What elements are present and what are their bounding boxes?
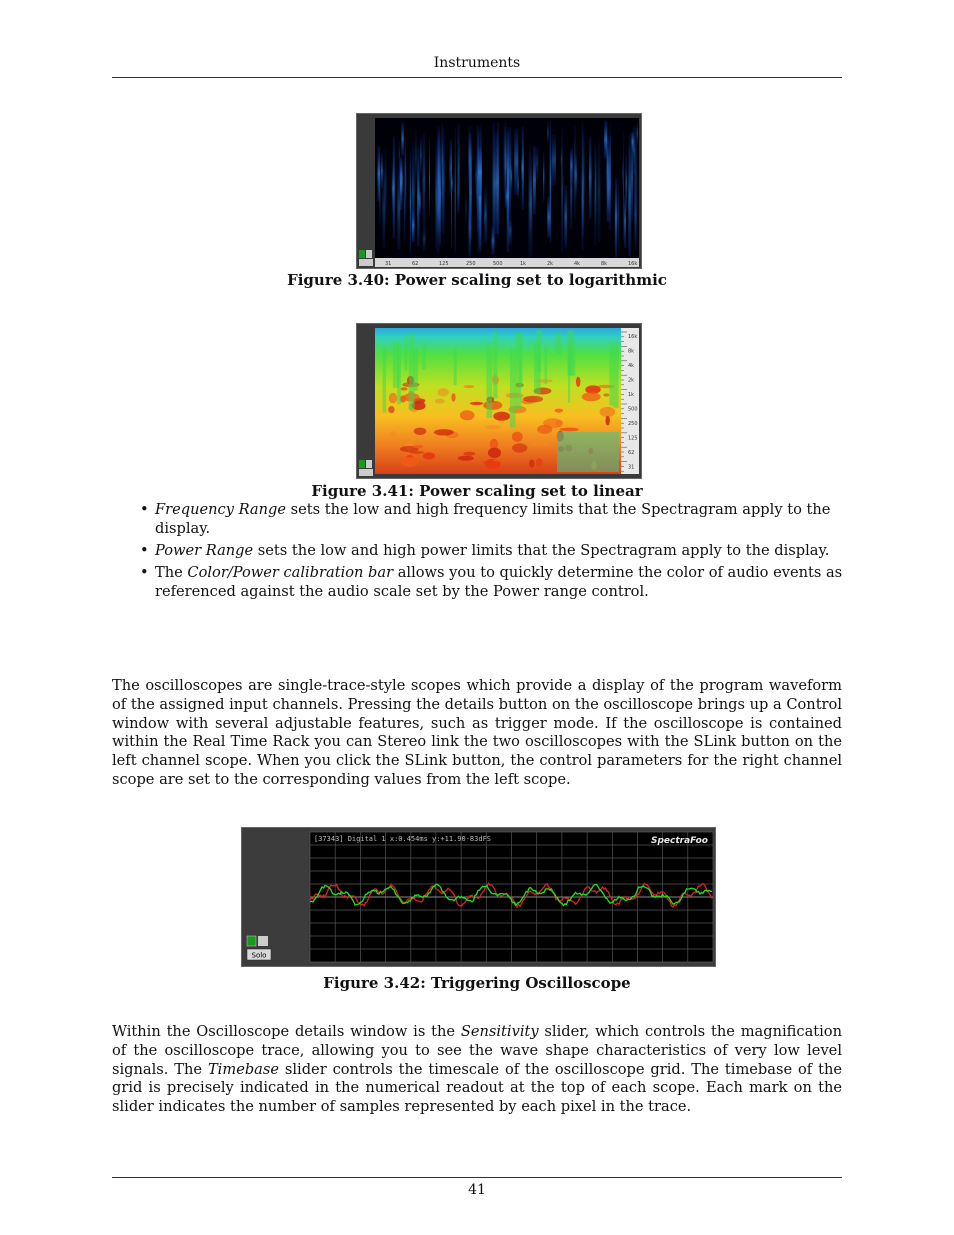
spectrogram-band [614,343,619,408]
frequency-tick-label: 125 [439,261,449,267]
spectrogram-streak [429,139,430,217]
spectrogram-streak [561,149,562,171]
spectrogram-band [493,332,497,399]
spectrogram-streak [455,128,456,252]
spectrogram-streak [439,144,441,244]
list-item: • Frequency Range sets the low and high frequency limits that the Spectragram apply to the display. [140,501,831,537]
bullet-term: Frequency Range [155,501,286,518]
spectrogram-hotspot [401,387,408,390]
spectrogram-hotspot [582,392,601,401]
spectrogram-hotspot [606,416,610,426]
spectrogram-streak [589,137,592,219]
frequency-tick-label: 2k [547,261,554,267]
details-text-1: Within the Oscilloscope details window is the [112,1023,461,1040]
spectrogram-streak [550,122,552,243]
spectrogram-hotspot [512,443,527,453]
spectrogram-streak [423,226,426,252]
spectrogram-streak [552,135,556,186]
spectrogram-hotspot [483,461,498,465]
frequency-tick-label: 62 [412,261,419,267]
spectrogram-streak [509,216,512,245]
spectrogram-hotspot [423,452,435,459]
spectrogram-streak [624,195,626,248]
spectrogram-streak [633,125,636,174]
spectrogram-band [568,345,570,403]
page-number: 41 [468,1182,486,1198]
spectrogram-linear-image [357,324,641,478]
spectrogram-band [454,348,457,385]
list-item: • The Color/Power calibration bar allows you to quickly determine the color of audio events as referenced against the audio scale set by the Power range control. [140,564,843,600]
spectrafoo-brand: SpectraFoo [651,836,708,846]
frequency-scale-label: 250 [628,421,638,427]
spectrogram-hotspot [434,429,454,435]
spectrogram-streak [385,148,387,223]
oscilloscope-readout: [37343] Digital 1 x:0.454ms y:+11.90-83dFS [314,835,492,843]
spectrogram-hotspot [437,388,449,396]
spectrogram-hotspot [401,457,419,467]
footer-rule [112,1177,842,1178]
bullet-text: allows you to quickly determine the color of audio events as referenced against the audio scale set by the Power range control. [155,564,843,600]
spectragram-controls-list [140,500,845,604]
spectrogram-hotspot [451,393,455,401]
spectrogram-log-image [357,114,641,268]
spectrogram-hotspot [531,441,550,447]
frequency-tick-label: 4k [574,261,581,267]
frequency-scale-label: 62 [628,450,635,456]
figure-spectrogram-log [356,113,642,269]
sensitivity-term: Sensitivity [460,1023,539,1040]
spectrogram-streak [469,146,472,238]
spectrogram-band [609,342,613,405]
spectrogram-streak [547,122,548,143]
spectrogram-streak [478,148,482,196]
spectrogram-hotspot [536,458,543,467]
spectrogram-streak [637,123,638,145]
spectrogram-band [545,346,548,384]
running-header: Instruments [433,55,521,71]
spectrogram-streak [522,127,524,209]
frequency-scale-label: 125 [628,435,638,442]
spectrogram-streak [565,185,567,249]
frequency-scale-label: 4k [628,363,635,369]
frequency-tick-label: 31 [385,261,392,267]
spectrogram-hotspot [390,431,396,436]
spectrogram-streak [628,148,629,256]
oscilloscope-image [242,828,715,966]
spectrogram-streak [419,183,421,213]
spectrogram-streak [609,136,611,230]
spectrogram-streak [594,145,596,247]
spectrogram-hotspot [435,399,445,404]
frequency-tick-label: 1k [520,261,527,267]
spectrogram-streak [622,158,623,188]
spectrogram-hotspot [464,385,475,388]
spectrogram-streak [492,227,495,255]
frequency-scale-label: 16k [628,334,638,340]
spectrogram-streak [400,157,402,211]
spectrogram-hotspot [523,396,543,403]
spectrogram-streak [604,120,607,158]
details-text-2: slider, which controls the magnification of the oscilloscope trace, allowing you to see the wave shape characteristics of very low level signals. The [112,1023,842,1078]
spectrogram-streak [533,146,536,214]
spectrogram-hotspot [560,428,579,432]
details-text-3: slider controls the timescale of the oscilloscope grid. The timebase of the grid is precisely indicated in the numerical readout at the top of each scope. Each mark on the slider indicates the number of samples represented by each pixel in the trace. [112,1060,842,1116]
spectrogram-streak [442,124,443,197]
spectrogram-hotspot [555,409,564,413]
spectrogram-hotspot [458,456,474,461]
oscilloscope-intro-paragraph: The oscilloscopes are single-trace-style scopes which provide a display of the program waveform of the assigned input channels. Pressing the details button on the oscilloscope brings up a Control window with several adjustable features, such as trigger mode. If the oscilloscope is contained within the Real Time Rack you can Stereo link the two oscilloscopes with the SLink button on the left channel scope. When you click the SLink button, the control parameters for the right channel scope are set to the corresponding values from the left scope. [112,677,842,788]
spectrogram-streak [497,122,500,237]
frequency-tick-label: 8k [601,261,608,267]
spectrogram-streak [543,152,544,202]
bullet-prefix: The [155,564,188,581]
spectrogram-band [423,343,426,370]
spectrogram-streak [378,146,381,201]
spectrogram-streak [475,157,476,193]
spectrogram-hotspot [493,412,510,421]
spectrogram-band [486,343,492,418]
frequency-scale-label: 31 [628,464,635,471]
frequency-tick-label: 500 [493,261,503,267]
spectrogram-band [510,349,516,428]
spectrogram-streak [451,173,453,193]
spectrogram-hotspot [388,406,394,413]
spectrogram-streak [484,188,486,242]
spectrogram-streak [615,178,617,258]
bullet-text: sets the low and high power limits that the Spectragram apply to the display. [253,542,830,559]
spectrogram-streak [436,142,437,248]
spectrogram-streak [392,165,394,213]
spectrogram-streak [570,152,572,230]
frequency-tick-label: 16k [628,261,638,267]
spectrogram-hotspot [600,407,616,417]
figure-3-42-caption: Figure 3.42: Triggering Oscilloscope [323,974,631,992]
spectrogram-streak [536,147,539,180]
header-rule [112,77,842,78]
spectrogram-hotspot [483,401,502,410]
frequency-scale-label: 8k [628,348,635,355]
power-icon [247,936,256,946]
spectrogram-streak [412,209,415,242]
spectrogram-streak [465,193,466,225]
spectrogram-hotspot [512,432,523,442]
spectrogram-band [405,334,408,370]
bullet-text: sets the low and high frequency limits that the Spectragram apply to the display. [155,501,831,537]
figure-oscilloscope [241,827,716,967]
spectrogram-band [414,347,418,390]
figure-3-40-caption: Figure 3.40: Power scaling set to logarithmic [287,271,667,289]
spectrogram-streak [582,121,584,250]
spectrogram-streak [397,163,400,249]
spectrogram-hotspot [414,445,424,448]
spectrogram-streak [442,128,444,234]
spectrogram-streak [410,152,411,252]
spectrogram-hotspot [537,425,552,434]
spectrogram-streak [575,153,577,196]
spectrogram-hotspot [488,448,501,458]
frequency-scale-label: 1k [628,392,635,398]
oscilloscope-details-paragraph [112,1023,842,1117]
spectrogram-band [557,432,619,472]
spectrogram-hotspot [603,393,609,396]
spectrogram-hotspot [463,452,475,456]
spectrogram-streak [423,133,426,227]
spectrogram-streak [404,172,405,242]
spectrogram-hotspot [470,402,483,405]
solo-button-label: Solo [251,951,267,960]
bullet-term: Color/Power calibration bar [187,564,394,581]
spectrogram-streak [518,172,519,198]
spectrogram-band [409,334,415,410]
spectrogram-band [383,347,387,413]
spectrogram-band [534,341,541,394]
timebase-term: Timebase [207,1060,279,1078]
spectrogram-streak [598,140,601,243]
spectrogram-streak [617,179,619,249]
spectrogram-streak [458,123,460,211]
frequency-scale-label: 500 [628,406,638,413]
spectrogram-streak [437,163,440,252]
details-icon [258,936,268,946]
spectrogram-band [519,333,522,388]
figure-3-41-caption: Figure 3.41: Power scaling set to linear [311,482,643,500]
spectrogram-streak [504,120,507,190]
spectrogram-hotspot [529,460,534,468]
spectrogram-streak [401,121,403,156]
spectrogram-band [393,342,399,388]
spectrogram-hotspot [389,393,397,404]
list-item: • Power Range sets the low and high power limits that the Spectragram apply to the display. [140,542,830,559]
spectrogram-streak [420,137,421,173]
spectrogram-streak [561,127,563,253]
frequency-scale-label: 2k [628,377,635,384]
spectrogram-hotspot [460,410,475,420]
frequency-tick-label: 250 [466,261,476,267]
spectrogram-hotspot [486,425,501,429]
spectrogram-hotspot [576,377,580,387]
figure-spectrogram-linear [356,323,642,479]
spectrogram-streak [381,154,383,188]
spectrogram-streak [507,127,511,217]
spectrogram-streak [415,129,417,185]
spectrogram-streak [529,152,533,257]
bullet-term: Power Range [155,542,254,559]
spectrogram-hotspot [414,428,427,435]
spectrogram-band [556,334,562,355]
